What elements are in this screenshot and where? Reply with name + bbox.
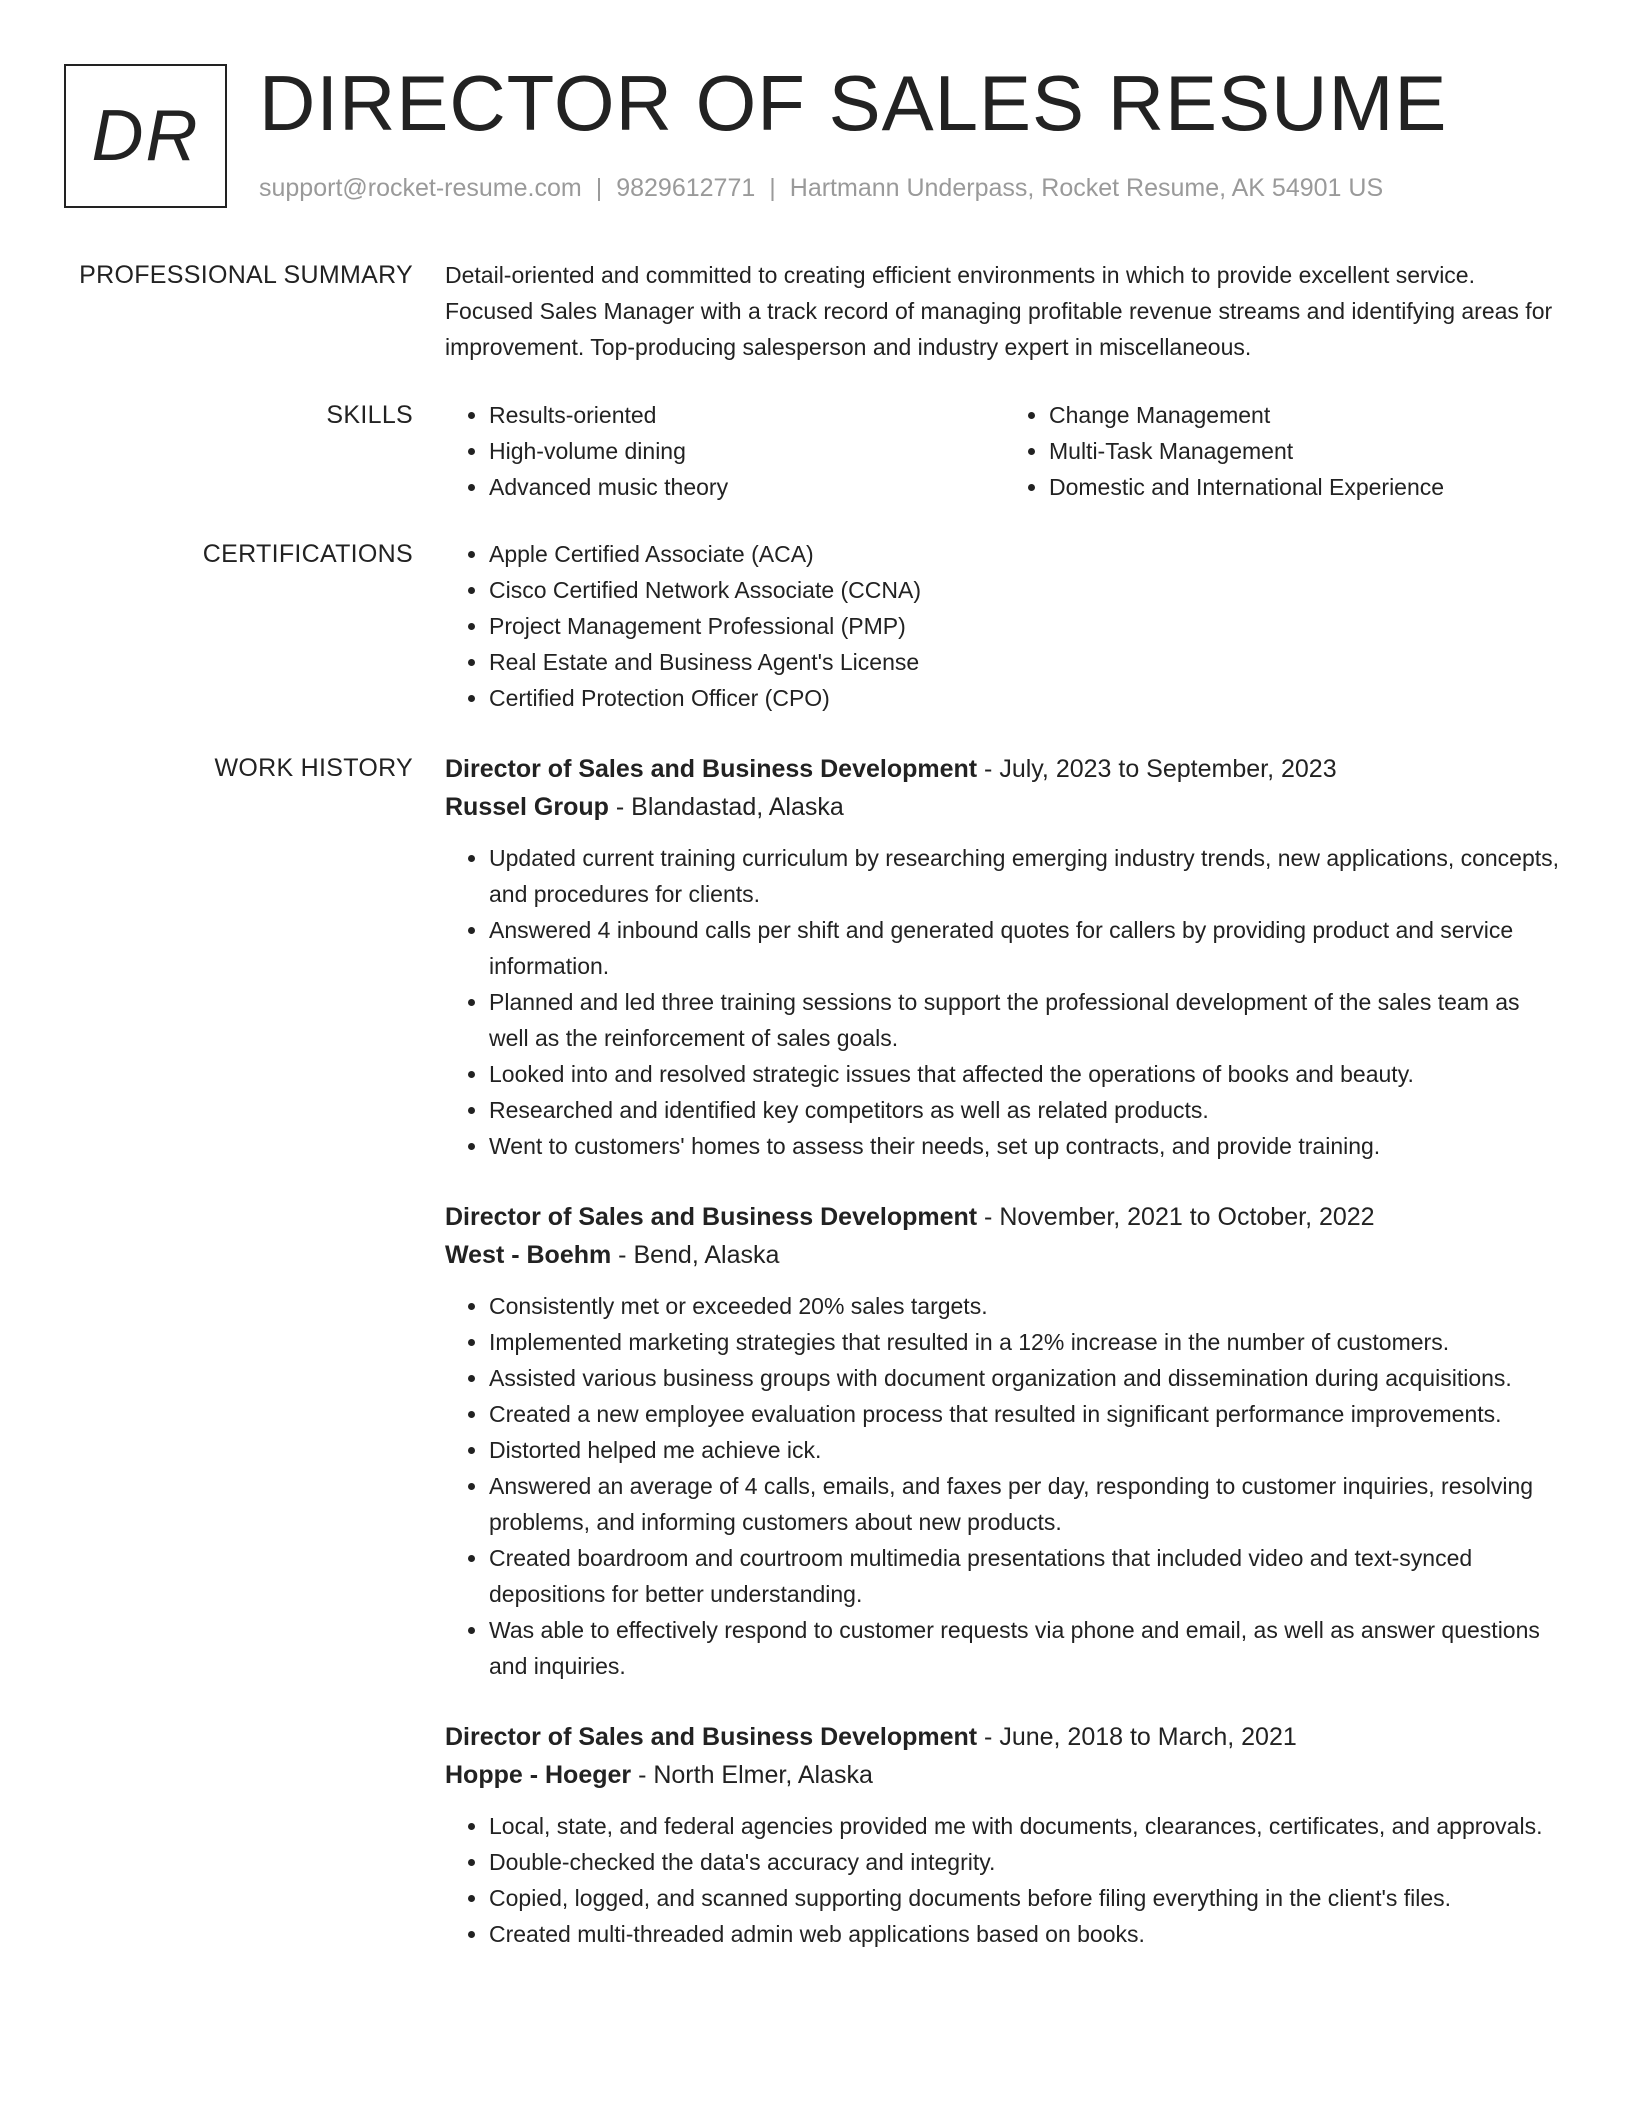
list-item: • Planned and led three training sessions to support the professional development of the sales team as well as the reinforcement of sales goals. bbox=[489, 984, 1565, 1056]
list-item: • Answered 4 inbound calls per shift and generated quotes for callers by providing product and service information. bbox=[489, 912, 1565, 984]
list-item: • Answered an average of 4 calls, emails, and faxes per day, responding to customer inquiries, resolving problems, and informing customers about new products. bbox=[489, 1468, 1565, 1540]
job-company: Russel Group bbox=[445, 793, 609, 821]
list-item: • Double-checked the data's accuracy and integrity. bbox=[489, 1844, 1565, 1880]
list-item: • Results-oriented bbox=[489, 397, 1005, 433]
job-title: Director of Sales and Business Development bbox=[445, 755, 978, 783]
list-item: • Was able to effectively respond to customer requests via phone and email, as well as answer questions and inquiries. bbox=[489, 1612, 1565, 1684]
job-company-line bbox=[445, 1236, 1565, 1274]
job-company-line bbox=[445, 1756, 1565, 1794]
list-item: • Created a new employee evaluation process that resulted in significant performance improvements. bbox=[489, 1396, 1565, 1432]
job-company: Hoppe - Hoeger bbox=[445, 1761, 632, 1789]
summary-text: Detail-oriented and committed to creating efficient environments in which to provide excellent service. Focused Sales Manager with a track record of managing profitable revenue streams and identifying areas for improvement. Top-producing salesperson and industry expert in miscellaneous. bbox=[445, 262, 1553, 360]
contact-phone: 9829612771 bbox=[616, 174, 756, 202]
job-title-line bbox=[445, 750, 1565, 788]
list-item: • Researched and identified key competitors as well as related products. bbox=[489, 1092, 1565, 1128]
job-dates: - June, 2018 to March, 2021 bbox=[977, 1723, 1297, 1751]
list-item: • Updated current training curriculum by researching emerging industry trends, new applications, concepts, and procedures for clients. bbox=[489, 840, 1565, 912]
contact-separator: | bbox=[769, 174, 776, 202]
list-item: • Apple Certified Associate (ACA) bbox=[489, 536, 1565, 572]
list-item: • Looked into and resolved strategic issues that affected the operations of books and beauty. bbox=[489, 1056, 1565, 1092]
contact-email: support@rocket-resume.com bbox=[259, 174, 582, 202]
contact-separator: | bbox=[595, 174, 603, 202]
job-company: West - Boehm bbox=[445, 1241, 612, 1269]
list-item: • Created multi-threaded admin web applications based on books. bbox=[489, 1916, 1565, 1952]
job-title: Director of Sales and Business Development bbox=[445, 1723, 978, 1751]
list-item: • Domestic and International Experience bbox=[1049, 469, 1565, 505]
section-label-skills: SKILLS bbox=[326, 401, 413, 429]
job-title-line bbox=[445, 1718, 1565, 1756]
skills-column-2 bbox=[1005, 397, 1565, 505]
list-item: • Created boardroom and courtroom multimedia presentations that included video and text-synced depositions for better understanding. bbox=[489, 1540, 1565, 1612]
job-dates: - November, 2021 to October, 2022 bbox=[977, 1203, 1375, 1231]
job-entry bbox=[445, 750, 1565, 1164]
job-title: Director of Sales and Business Development bbox=[445, 1203, 978, 1231]
list-item: • Implemented marketing strategies that resulted in a 12% increase in the number of customers. bbox=[489, 1324, 1565, 1360]
work-history-body bbox=[445, 750, 1565, 1986]
section-label-summary: PROFESSIONAL SUMMARY bbox=[79, 261, 413, 289]
section-label-certifications: CERTIFICATIONS bbox=[202, 540, 413, 568]
monogram-logo: DR bbox=[64, 64, 227, 208]
job-location: - Blandastad, Alaska bbox=[608, 793, 844, 821]
job-location: - Bend, Alaska bbox=[611, 1241, 780, 1269]
list-item: • Copied, logged, and scanned supporting documents before filing everything in the client's files. bbox=[489, 1880, 1565, 1916]
list-item: • Multi-Task Management bbox=[1049, 433, 1565, 469]
job-company-line bbox=[445, 788, 1565, 826]
resume-title: DIRECTOR OF SALES RESUME bbox=[259, 59, 1448, 147]
contact-address: Hartmann Underpass, Rocket Resume, AK 54901 US bbox=[789, 174, 1384, 202]
resume-header bbox=[64, 59, 1564, 210]
job-dates: - July, 2023 to September, 2023 bbox=[977, 755, 1337, 783]
job-entry bbox=[445, 1198, 1565, 1684]
list-item: • Assisted various business groups with document organization and dissemination during acquisitions. bbox=[489, 1360, 1565, 1396]
certifications-list bbox=[445, 536, 1565, 716]
list-item: • Cisco Certified Network Associate (CCNA) bbox=[489, 572, 1565, 608]
job-bullet-list bbox=[445, 840, 1565, 1164]
contact-line bbox=[259, 174, 1383, 203]
job-bullet-list bbox=[445, 1288, 1565, 1684]
section-label-work-history: WORK HISTORY bbox=[214, 754, 413, 782]
skills-body bbox=[445, 397, 1565, 505]
list-item: • High-volume dining bbox=[489, 433, 1005, 469]
job-entry bbox=[445, 1718, 1565, 1952]
list-item: • Certified Protection Officer (CPO) bbox=[489, 680, 1565, 716]
job-bullet-list bbox=[445, 1808, 1565, 1952]
list-item: • Project Management Professional (PMP) bbox=[489, 608, 1565, 644]
skills-column-1 bbox=[445, 397, 1005, 505]
summary-body bbox=[445, 257, 1565, 365]
list-item: • Change Management bbox=[1049, 397, 1565, 433]
list-item: • Consistently met or exceeded 20% sales targets. bbox=[489, 1288, 1565, 1324]
job-location: - North Elmer, Alaska bbox=[631, 1761, 873, 1789]
job-title-line bbox=[445, 1198, 1565, 1236]
list-item: • Distorted helped me achieve ick. bbox=[489, 1432, 1565, 1468]
certifications-body bbox=[445, 536, 1565, 716]
list-item: • Went to customers' homes to assess their needs, set up contracts, and provide training. bbox=[489, 1128, 1565, 1164]
list-item: • Real Estate and Business Agent's License bbox=[489, 644, 1565, 680]
list-item: • Advanced music theory bbox=[489, 469, 1005, 505]
list-item: • Local, state, and federal agencies provided me with documents, clearances, certificates, and approvals. bbox=[489, 1808, 1565, 1844]
